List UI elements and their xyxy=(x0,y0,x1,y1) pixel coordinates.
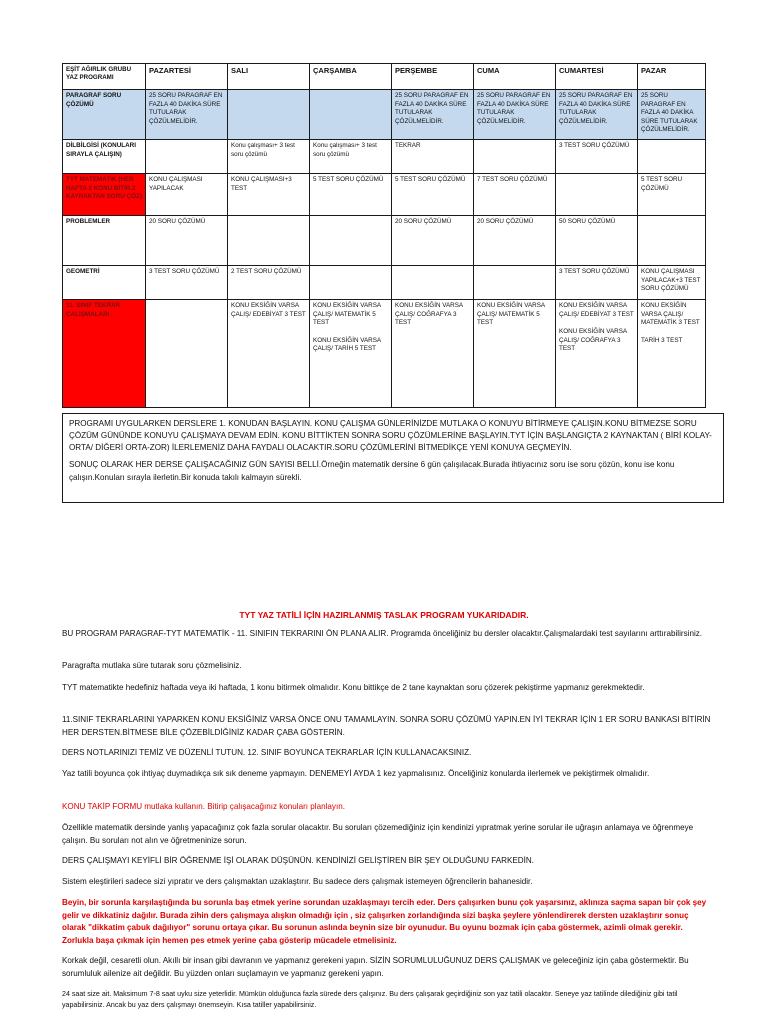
table-cell xyxy=(638,140,706,174)
table-cell xyxy=(146,300,228,408)
row-label-11-sinif-tekrar: 11. SINIF TEKRAR ÇALIŞMALARI xyxy=(63,300,146,408)
table-cell xyxy=(638,216,706,266)
table-cell: KONU ÇALIŞMASI YAPILACAK xyxy=(146,174,228,216)
table-row xyxy=(63,300,706,408)
table-cell xyxy=(146,140,228,174)
table-cell: 5 TEST SORU ÇÖZÜMÜ xyxy=(310,174,392,216)
table-cell: 25 SORU PARAGRAF EN FAZLA 40 DAKİKA SÜRE TUTULARAK ÇÖZÜLMELİDİR. xyxy=(146,90,228,140)
cell-line: KONU EKSİĞİN VARSA ÇALIŞ/ COĞRAFYA 3 TEST xyxy=(559,328,627,352)
table-cell: KONU EKSİĞİN VARSA ÇALIŞ/ EDEBİYAT 3 TEST xyxy=(228,300,310,408)
cell-line: KONU EKSİĞİN VARSA ÇALIŞ/ TARİH 5 TEST xyxy=(313,336,381,352)
day-header: PAZAR xyxy=(638,64,706,90)
table-cell: KONU EKSİĞİN VARSA ÇALIŞ/ MATEMATİK 5 TEST xyxy=(474,300,556,408)
paragraph: DERS NOTLARINIZI TEMİZ VE DÜZENLİ TUTUN. 12. SINIF BOYUNCA TEKRARLAR İÇİN KULLANACAKSINIZ. xyxy=(62,748,472,757)
paragraph-small: 24 saat size ait. Maksimum 7-8 saat uyku size yeterlidir. Mümkün olduğunca fazla sürede ders çalışınız. Bu ders çalışarak geçirdiğiniz son yaz tatili olacaktır. Seneye yaz tatilinde dilediğiniz gibi tatil yapabilirsiniz. Ancak bu yaz ders çalışmayı önemseyin. Kısa tatiller yapabilirsiniz. xyxy=(62,990,678,1009)
paragraph-highlight: KONU TAKİP FORMU mutlaka kullanın. Bitirip çalışacağınız konuları planlayın. xyxy=(62,802,345,811)
day-header: CUMA xyxy=(474,64,556,90)
note-paragraph: PROGRAMI UYGULARKEN DERSLERE 1. KONUDAN BAŞLAYIN. KONU ÇALIŞMA GÜNLERİNİZDE MUTLAKA O KONUYU BİTİRMEYE ÇALIŞIN.KONU BİTMEZSE SORU ÇÖZÜM GÜNÜNDE KONUYU ÇALIŞMAYA DEVAM EDİN. KONU BİTTİKTEN SONRA SORU ÇÖZÜMLERİNE BAŞLAYIN.TYT İÇİN BAŞLANGIÇTA 2 KAYNAKTAN ( BİRİ KOLAY-ORTA/ DİĞERİ ORTA-ZOR) İLERLEMENİZ DAHA FAYDALI OLACAKTIR.SORU ÇÖZÜMLERİNİ BİTMEDİKÇE YENİ KONUYA GEÇMEYİN. xyxy=(69,419,712,453)
table-cell xyxy=(474,140,556,174)
table-row xyxy=(63,174,706,216)
day-header: ÇARŞAMBA xyxy=(310,64,392,90)
table-cell xyxy=(310,90,392,140)
table-cell: 25 SORU PARAGRAF EN FAZLA 40 DAKİKA SÜRE TUTULARAK ÇÖZÜLMELİDİR. xyxy=(474,90,556,140)
table-cell: 20 SORU ÇÖZÜMÜ xyxy=(474,216,556,266)
row-label-dilbilgisi: DİLBİLGİSİ (KONULARI SIRAYLA ÇALIŞIN) xyxy=(63,140,146,174)
table-cell xyxy=(556,174,638,216)
table-cell: 20 SORU ÇÖZÜMÜ xyxy=(146,216,228,266)
table-cell: 25 SORU PARAGRAF EN FAZLA 40 DAKİKA SÜRE TUTULARAK ÇÖZÜLMELİDİR. xyxy=(392,90,474,140)
table-row xyxy=(63,266,706,300)
table-cell xyxy=(228,90,310,140)
table-cell xyxy=(310,300,392,408)
row-label-paragraf: PARAGRAF SORU ÇÖZÜMÜ xyxy=(63,90,146,140)
paragraph: BU PROGRAM PARAGRAF-TYT MATEMATİK - 11. SINIFIN TEKRARINI ÖN PLANA ALIR. Programda önceliğiniz bu dersler olacaktır.Çalışmalardaki test sayılarını arttırabilirsiniz. xyxy=(62,629,703,638)
schedule-table xyxy=(62,63,706,408)
paragraph: Paragrafta mutlaka süre tutarak soru çözmelisiniz. xyxy=(62,661,242,670)
paragraph: TYT matematikte hedefiniz haftada veya iki haftada, 1 konu bitirmek olmalıdır. Konu bittikçe de 2 tane kaynaktan soru çözerek pekiştirme yapmanız gerekmektedir. xyxy=(62,683,645,692)
note-paragraph: SONUÇ OLARAK HER DERSE ÇALIŞACAĞINIZ GÜN SAYISI BELLİ.Örneğin matematik dersine 6 gün çalışılacak.Burada ihtiyacınız soru ise soru çözün, konu ise konu çalışın.Konuları sırayla ilerletin.Bir konuda takılı kalmayın sürekli. xyxy=(69,460,675,482)
day-header: PAZARTESİ xyxy=(146,64,228,90)
table-cell: Konu çalışması+ 3 test soru çözümü xyxy=(228,140,310,174)
paragraph-warning: Beyin, bir sorunla karşılaştığında bu sorunla baş etmek yerine sorundan uzaklaşmayı tercih eder. Ders çalışırken bunu çok yaşarsınız, aklınıza saçma sapan bir çok şey gelir ve dikkatiniz dağılır. Burada zihin ders çalışmaya alışkın olmadığı için , siz çalışırken zorlandığında sizi başka şeylere yönlendirerek dersten uzaklaştırır sonuç olarak "dikkatim çabuk dağılıyor" sorunu ortaya çıkar. Bu sorunun aslında beynin size bir oyunudur. Bu oyunu bozmak için çaba göstermek, azimli olmak gerekir. Zorlukla başa çıkmak için hemen pes etmek yerine çaba gösterip mücadele etmelisiniz. xyxy=(62,898,707,945)
table-cell: 20 SORU ÇÖZÜMÜ xyxy=(392,216,474,266)
paragraph: Sistem eleştirileri sadece sizi yıpratır ve ders çalışmaktan uzaklaştırır. Bu sadece ders çalışmak istemeyen öğrencilerin bahanesidir. xyxy=(62,877,533,886)
program-note-box xyxy=(62,413,724,503)
paragraph: Yaz tatili boyunca çok ihtiyaç duymadıkça sık sık deneme yapmayın. DENEMEYİ AYDA 1 kez yapmalısınız. Önceliğiniz konularda ilerlemek ve pekiştirmek olmalıdır. xyxy=(62,769,650,778)
table-row xyxy=(63,140,706,174)
paragraph: Özellikle matematik dersinde yanlış yapacağınız çok fazla sorular olacaktır. Bu soruları çözemediğiniz için kendinizi yıpratmak yerine sorular ile uğraşın anlamaya ve öğrenmeye çalışın. Bu soruları not alın ve öğretmeninize sorun. xyxy=(62,823,694,845)
table-cell xyxy=(392,266,474,300)
table-cell: 2 TEST SORU ÇÖZÜMÜ xyxy=(228,266,310,300)
row-label-problemler: PROBLEMLER xyxy=(63,216,146,266)
paragraph: 11.SINIF TEKRARLARINI YAPARKEN KONU EKSİĞİNİZ VARSA ÖNCE ONU TAMAMLAYIN. SONRA SORU ÇÖZÜMÜ YAPIN.EN İYİ TEKRAR İÇİN 1 ER SORU BANKASI BİTİRİN HER DERSTEN.BİTMESE BİLE ÇÖZEBİLDİĞİNİZ KADAR ÇABA GÖSTERİN. xyxy=(62,715,711,737)
table-cell: 3 TEST SORU ÇÖZÜMÜ xyxy=(556,266,638,300)
table-cell xyxy=(638,300,706,408)
table-row xyxy=(63,216,706,266)
table-cell xyxy=(310,216,392,266)
cell-line: KONU EKSİĞİN VARSA ÇALIŞ/ EDEBİYAT 3 TEST xyxy=(559,302,634,318)
cell-line: KONU EKSİĞİN VARSA ÇALIŞ/ MATEMATİK 5 TEST xyxy=(313,302,381,326)
paragraph: Korkak değil, cesaretli olun. Akıllı bir insan gibi davranın ve yapmanız gerekeni yapın. SİZİN SORUMLULUĞUNUZ DERS ÇALIŞMAK ve geleceğiniz için çaba göstermektir. Bu sorumluluk ailenize ait değildir. Bu yüzden onları suçlamayın ve yapmanız gerekeni yapın. xyxy=(62,956,689,978)
table-cell: 3 TEST SORU ÇÖZÜMÜ xyxy=(146,266,228,300)
table-cell: 7 TEST SORU ÇÖZÜMÜ xyxy=(474,174,556,216)
cell-line: KONU EKSİĞİN VARSA ÇALIŞ/ MATEMATİK 3 TEST xyxy=(641,302,700,326)
table-cell: 3 TEST SORU ÇÖZÜMÜ xyxy=(556,140,638,174)
row-label-geometri: GEOMETRİ xyxy=(63,266,146,300)
day-header: SALI xyxy=(228,64,310,90)
table-cell: KONU ÇALIŞMASI YAPILACAK+3 TEST SORU ÇÖZÜMÜ xyxy=(638,266,706,300)
table-header-row xyxy=(63,64,706,90)
table-cell: 25 SORU PARAGRAF EN FAZLA 40 DAKİKA SÜRE TUTULARAK ÇÖZÜLMELİDİR. xyxy=(556,90,638,140)
table-cell: KONU EKSİĞİN VARSA ÇALIŞ/ COĞRAFYA 3 TEST xyxy=(392,300,474,408)
row-label-tyt-matematik: TYT MATEMATİK (HER HAFTA 2 KONU BİTİR.2 KAYNAKTAN SORU ÇÖZ) xyxy=(63,174,146,216)
table-cell xyxy=(228,216,310,266)
table-row xyxy=(63,90,706,140)
paragraph: DERS ÇALIŞMAYI KEYİFLİ BİR ÖĞRENME İŞİ OLARAK DÜŞÜNÜN. KENDİNİZİ GELİŞTİREN BİR ŞEY OLDUĞUNU FARKEDİN. xyxy=(62,856,534,865)
table-cell: 5 TEST SORU ÇÖZÜMÜ xyxy=(392,174,474,216)
table-cell: 25 SORU PARAGRAF EN FAZLA 40 DAKİKA SÜRE TUTULARAK ÇÖZÜLMELİDİR. xyxy=(638,90,706,140)
table-cell: Konu çalışması+ 3 test soru çözümü xyxy=(310,140,392,174)
table-cell xyxy=(310,266,392,300)
table-cell xyxy=(474,266,556,300)
program-title: TYT YAZ TATİLİ İÇİN HAZIRLANMIŞ TASLAK PROGRAM YUKARIDADIR. xyxy=(239,610,529,620)
table-cell: TEKRAR xyxy=(392,140,474,174)
cell-line: TARİH 3 TEST xyxy=(641,336,683,344)
table-cell: 5 TEST SORU ÇÖZÜMÜ xyxy=(638,174,706,216)
day-header: CUMARTESİ xyxy=(556,64,638,90)
table-cell: KONU ÇALIŞMASI+3 TEST xyxy=(228,174,310,216)
table-cell: 50 SORU ÇÖZÜMÜ xyxy=(556,216,638,266)
table-corner-label: EŞİT AĞIRLIK GRUBU YAZ PROGRAMI xyxy=(63,64,146,90)
table-cell xyxy=(556,300,638,408)
day-header: PERŞEMBE xyxy=(392,64,474,90)
